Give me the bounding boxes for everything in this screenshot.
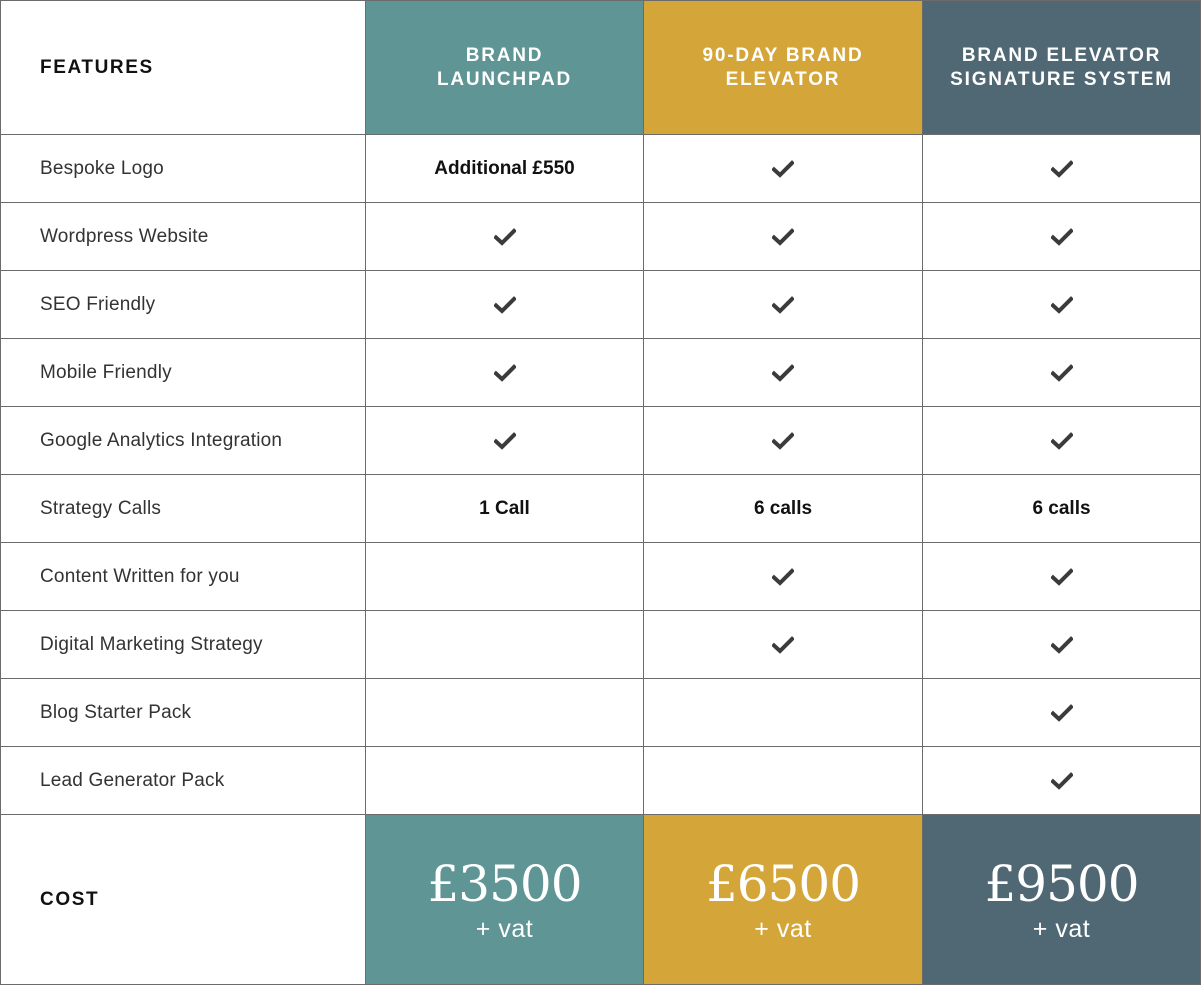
feature-label-cell	[0, 203, 366, 271]
feature-label: Blog Starter Pack	[40, 701, 192, 723]
feature-label-cell	[0, 271, 366, 339]
feature-value-cell	[644, 203, 923, 271]
feature-value-cell	[923, 611, 1201, 679]
feature-value-cell	[644, 747, 923, 815]
feature-value-text: 6 calls	[1032, 497, 1091, 519]
feature-value-cell	[644, 475, 923, 543]
checkmark-icon	[772, 364, 794, 382]
plan-name-line: 90-DAY BRAND	[702, 44, 864, 66]
plan-name-line: BRAND	[465, 44, 544, 66]
price-cell-90-day-brand-elevator	[644, 815, 923, 985]
feature-label: Wordpress Website	[40, 225, 209, 247]
feature-value-cell	[644, 611, 923, 679]
checkmark-icon	[1051, 636, 1073, 654]
feature-label-cell	[0, 135, 366, 203]
feature-label-cell	[0, 407, 366, 475]
feature-value-cell	[923, 339, 1201, 407]
features-header-label: FEATURES	[40, 56, 154, 78]
price-amount: £3500	[427, 854, 582, 913]
feature-value-cell	[644, 339, 923, 407]
feature-value-cell	[923, 679, 1201, 747]
plan-header-brand-elevator-signature-system	[923, 0, 1201, 135]
feature-label-cell	[0, 543, 366, 611]
feature-value-cell	[366, 135, 644, 203]
price-amount: £9500	[984, 854, 1139, 913]
feature-value-cell	[366, 543, 644, 611]
checkmark-icon	[494, 228, 516, 246]
price-vat-suffix: + vat	[475, 914, 534, 943]
feature-value-cell	[366, 611, 644, 679]
feature-label-cell	[0, 679, 366, 747]
checkmark-icon	[1051, 432, 1073, 450]
price-vat-suffix: + vat	[1032, 914, 1091, 943]
feature-label: Strategy Calls	[40, 497, 162, 519]
feature-value-cell	[366, 203, 644, 271]
feature-value-cell	[923, 475, 1201, 543]
feature-value-cell	[366, 407, 644, 475]
feature-value-cell	[644, 543, 923, 611]
feature-value-cell	[644, 271, 923, 339]
price-vat-suffix: + vat	[754, 914, 812, 943]
feature-value-cell	[644, 407, 923, 475]
feature-value-cell	[923, 135, 1201, 203]
feature-label-cell	[0, 475, 366, 543]
checkmark-icon	[1051, 228, 1073, 246]
cost-label-cell	[0, 815, 366, 985]
price-cell-brand-elevator-signature-system	[923, 815, 1201, 985]
checkmark-icon	[494, 364, 516, 382]
feature-value-cell	[366, 747, 644, 815]
plan-name-line: SIGNATURE SYSTEM	[950, 68, 1173, 90]
checkmark-icon	[494, 296, 516, 314]
checkmark-icon	[1051, 568, 1073, 586]
feature-label-cell	[0, 747, 366, 815]
checkmark-icon	[772, 568, 794, 586]
checkmark-icon	[772, 228, 794, 246]
feature-value-cell	[923, 271, 1201, 339]
price-cell-brand-launchpad	[366, 815, 644, 985]
feature-label-cell	[0, 339, 366, 407]
plan-header-brand-launchpad	[366, 0, 644, 135]
checkmark-icon	[1051, 772, 1073, 790]
feature-value-cell	[923, 543, 1201, 611]
feature-label-cell	[0, 611, 366, 679]
checkmark-icon	[494, 432, 516, 450]
plan-name-line: BRAND ELEVATOR	[961, 44, 1162, 66]
feature-value-cell	[923, 747, 1201, 815]
feature-value-cell	[644, 679, 923, 747]
checkmark-icon	[772, 432, 794, 450]
feature-value-cell	[923, 203, 1201, 271]
checkmark-icon	[772, 636, 794, 654]
features-header-cell	[0, 0, 366, 135]
feature-label: Digital Marketing Strategy	[40, 633, 263, 655]
feature-value-text: Additional £550	[434, 157, 575, 179]
feature-value-cell	[366, 271, 644, 339]
feature-value-cell	[923, 407, 1201, 475]
plan-name-line: ELEVATOR	[725, 68, 841, 90]
plan-header-90-day-brand-elevator	[644, 0, 923, 135]
feature-label: Lead Generator Pack	[40, 769, 225, 791]
feature-label: SEO Friendly	[40, 293, 156, 315]
checkmark-icon	[1051, 364, 1073, 382]
feature-label: Google Analytics Integration	[40, 429, 283, 451]
cost-label: COST	[40, 888, 100, 910]
checkmark-icon	[772, 160, 794, 178]
checkmark-icon	[1051, 296, 1073, 314]
feature-value-cell	[366, 475, 644, 543]
price-amount: £6500	[705, 854, 861, 913]
checkmark-icon	[772, 296, 794, 314]
feature-value-cell	[366, 679, 644, 747]
checkmark-icon	[1051, 704, 1073, 722]
feature-value-cell	[644, 135, 923, 203]
checkmark-icon	[1051, 160, 1073, 178]
feature-value-text: 6 calls	[753, 497, 813, 519]
feature-value-text: 1 Call	[479, 497, 530, 519]
feature-label: Mobile Friendly	[40, 361, 172, 383]
feature-value-cell	[366, 339, 644, 407]
plan-name-line: LAUNCHPAD	[436, 68, 573, 90]
feature-label: Bespoke Logo	[40, 157, 164, 179]
feature-label: Content Written for you	[40, 565, 240, 587]
